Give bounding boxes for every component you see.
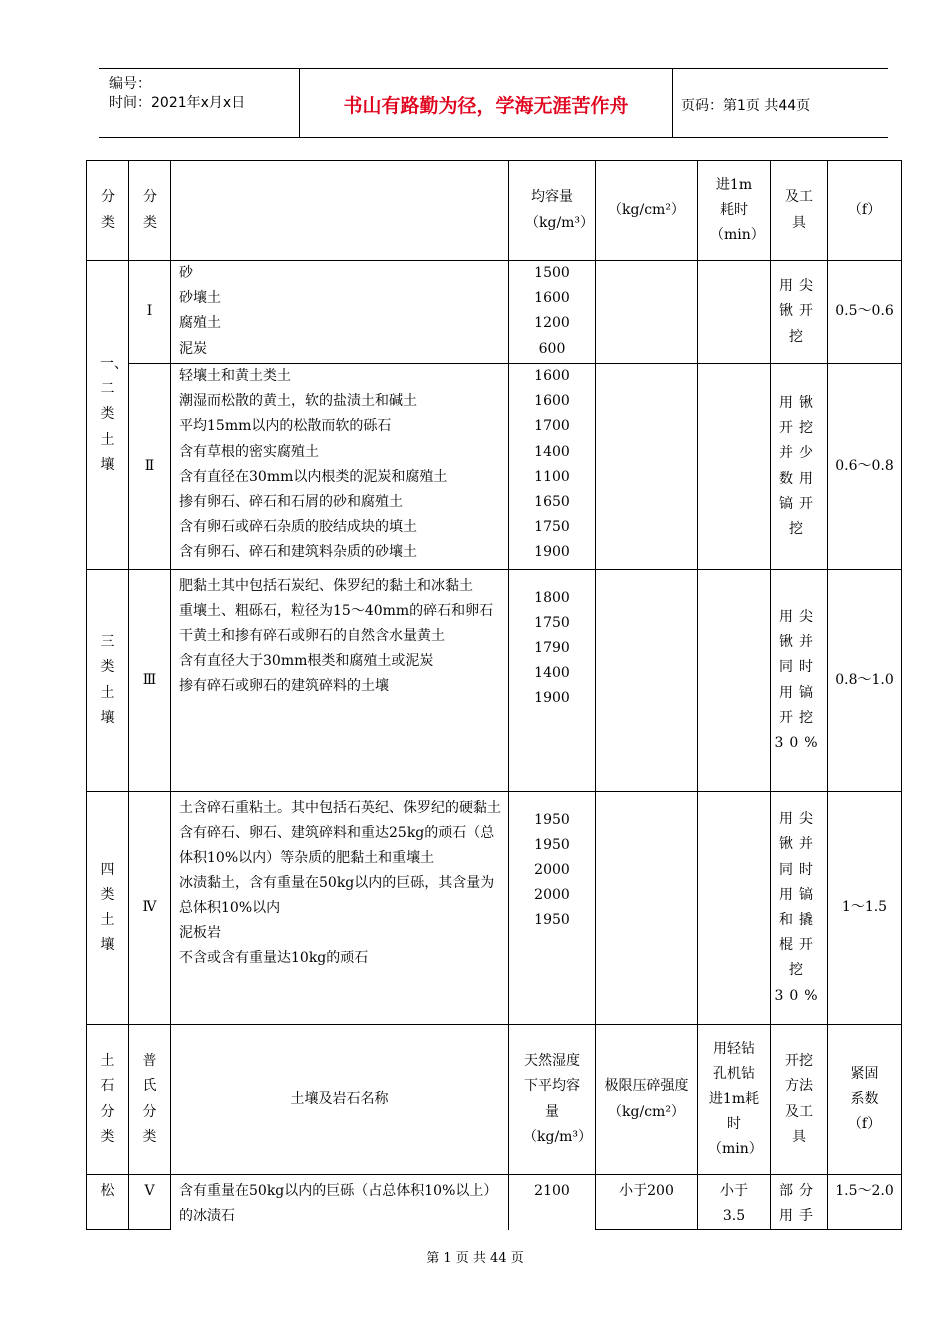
page-info: 页码：第1页 共44页 xyxy=(681,98,811,114)
table-row xyxy=(87,570,902,792)
soil-density: 1200 xyxy=(534,315,570,332)
soil-name: 砂壤土 xyxy=(179,290,221,307)
soil-density: 1700 xyxy=(534,418,570,435)
protodyakonov-class: Ⅲ xyxy=(129,570,171,792)
excavation-method: 用尖锹开挖 xyxy=(771,261,828,364)
last-row-code: Ⅴ xyxy=(144,1183,155,1199)
excavation-method: 用尖锹并同时用镐开挖30% xyxy=(771,570,828,792)
last-time xyxy=(698,1175,771,1230)
header-row xyxy=(87,161,902,261)
soil-density: 1900 xyxy=(534,690,570,706)
last-name xyxy=(171,1175,509,1230)
soil-name: 冰渍黏土，含有重量在50kg以内的巨砾，其含量为总体积10%以内 xyxy=(179,875,495,916)
last-code xyxy=(129,1175,171,1230)
soil-density: 2000 xyxy=(534,862,570,878)
strength-cell xyxy=(596,364,698,570)
soil-density: 1400 xyxy=(534,443,570,460)
last-strength xyxy=(596,1175,698,1230)
soil-name: 含有直径大于30mm根类和腐殖土或泥炭 xyxy=(179,653,434,669)
table-row xyxy=(87,792,902,1025)
last-row-cat1: 松 xyxy=(100,1183,115,1199)
soil-density: 1950 xyxy=(534,837,570,853)
last-row-strength: 小于200 xyxy=(619,1183,674,1199)
soil-classification-table xyxy=(86,160,902,1230)
drill-time-cell xyxy=(698,792,771,1025)
soil-category: 一、二类土壤 xyxy=(87,261,129,570)
header-density: 均容量（kg/m³） xyxy=(509,161,596,261)
header-time: 进1m耗时（min） xyxy=(698,161,771,261)
page-footer: 第 1 页 共 44 页 xyxy=(426,1251,524,1266)
last-row-name: 含有重量在50kg以内的巨砾（占总体积10%以上）的冰渍石 xyxy=(179,1183,498,1224)
header2-density: 天然湿度下平均容量（kg/m³） xyxy=(509,1025,596,1175)
header2-method: 开挖方法及工具 xyxy=(771,1025,828,1175)
last-row-coef: 1.5～2.0 xyxy=(835,1183,894,1199)
soil-density: 1600 xyxy=(534,368,570,384)
header-method: 及工具 xyxy=(771,161,828,261)
table-body xyxy=(87,161,902,1230)
soil-name: 含有直径在30mm以内根类的泥炭和腐殖土 xyxy=(179,468,448,485)
header-cat1: 分类 xyxy=(87,161,129,261)
header2-name: 土壤及岩石名称 xyxy=(171,1025,509,1175)
number-label: 编号： xyxy=(109,76,151,92)
soil-density: 1100 xyxy=(534,468,570,485)
excavation-method: 用尖锹并同时用镐和撬棍开挖30% xyxy=(771,792,828,1025)
soil-density: 1400 xyxy=(534,665,570,681)
soil-density: 1600 xyxy=(534,290,570,307)
time-label: 时间：2021年x月x日 xyxy=(109,95,246,111)
drill-time-cell xyxy=(698,364,771,570)
soil-density: 1800 xyxy=(534,590,570,606)
header-strength: （kg/cm²） xyxy=(596,161,698,261)
header2-cat1: 土石分类 xyxy=(87,1025,129,1175)
soil-names-cell xyxy=(171,364,509,570)
soil-name: 砂 xyxy=(179,265,193,281)
header2-strength: 极限压碎强度（kg/cm²） xyxy=(596,1025,698,1175)
protodyakonov-class: Ⅰ xyxy=(129,261,171,364)
soil-density: 1600 xyxy=(534,393,570,410)
soil-names-cell xyxy=(171,792,509,1025)
soil-density: 1750 xyxy=(534,519,570,536)
soil-name: 含有碎石、卵石、建筑碎料和重达25kg的顽石（总体积10%以内）等杂质的肥黏土和重壤土 xyxy=(179,825,495,866)
last-row-method: 部分用手 xyxy=(779,1183,819,1225)
page-header xyxy=(99,68,888,138)
soil-density: 1500 xyxy=(534,265,570,281)
strength-cell xyxy=(596,570,698,792)
header-name xyxy=(171,161,509,261)
drill-time-cell xyxy=(698,261,771,364)
header-coef: （f） xyxy=(828,161,902,261)
soil-name: 泥炭 xyxy=(179,340,207,357)
soil-density: 1900 xyxy=(534,544,570,561)
last-row-time: 小于3.5 xyxy=(720,1183,748,1225)
header2-cat2: 普氏分类 xyxy=(129,1025,171,1175)
soil-name: 含有卵石或碎石杂质的胶结成块的填土 xyxy=(179,519,417,536)
strength-cell xyxy=(596,261,698,364)
soil-name: 重壤土、粗砾石，粒径为15～40mm的碎石和卵石 xyxy=(179,603,494,619)
firmness-coefficient: 0.8～1.0 xyxy=(828,570,902,792)
strength-cell xyxy=(596,792,698,1025)
soil-names-cell xyxy=(171,570,509,792)
firmness-coefficient: 1～1.5 xyxy=(828,792,902,1025)
soil-density: 600 xyxy=(538,340,566,357)
soil-name: 腐殖土 xyxy=(179,315,221,332)
soil-name: 干黄土和掺有碎石或卵石的自然含水量黄土 xyxy=(179,628,445,644)
last-density xyxy=(509,1175,596,1230)
soil-name: 泥板岩 xyxy=(179,925,221,941)
soil-category: 四类土壤 xyxy=(87,792,129,1025)
soil-density: 1650 xyxy=(534,493,570,510)
table-row xyxy=(87,364,902,570)
soil-category: 三类土壤 xyxy=(87,570,129,792)
soil-density: 2000 xyxy=(534,887,570,903)
soil-name: 土含碎石重粘土。其中包括石英纪、侏罗纪的硬黏土 xyxy=(179,800,501,816)
soil-name: 掺有卵石、碎石和石屑的砂和腐殖土 xyxy=(179,493,403,510)
last-method xyxy=(771,1175,828,1230)
soil-name: 含有卵石、碎石和建筑料杂质的砂壤土 xyxy=(179,544,417,561)
soil-density-cell xyxy=(509,261,596,364)
soil-name: 肥黏土其中包括石炭纪、侏罗纪的黏土和冰黏土 xyxy=(179,578,473,594)
soil-density: 1950 xyxy=(534,812,570,828)
soil-name: 不含或含有重量达10kg的顽石 xyxy=(179,950,369,966)
drill-time-cell xyxy=(698,570,771,792)
soil-density: 1790 xyxy=(534,640,570,656)
last-coef xyxy=(828,1175,902,1230)
header-cat2: 分类 xyxy=(129,161,171,261)
soil-density-cell xyxy=(509,364,596,570)
soil-density: 1950 xyxy=(534,912,570,928)
last-row-density: 2100 xyxy=(534,1183,570,1199)
firmness-coefficient: 0.5～0.6 xyxy=(828,261,902,364)
soil-density-cell xyxy=(509,570,596,792)
excavation-method: 用锹开挖并少数用镐开挖 xyxy=(771,364,828,570)
soil-name: 潮湿而松散的黄土，软的盐渍土和碱土 xyxy=(179,393,417,410)
last-cat1 xyxy=(87,1175,129,1230)
protodyakonov-class: Ⅱ xyxy=(129,364,171,570)
header2-coef: 紧固系数（f） xyxy=(828,1025,902,1175)
header2-time: 用轻钻孔机钻进1m耗时（min） xyxy=(698,1025,771,1175)
motto: 书山有路勤为径，学海无涯苦作舟 xyxy=(343,95,629,117)
soil-name: 平均15mm以内的松散而软的砾石 xyxy=(179,418,392,435)
soil-density: 1750 xyxy=(534,615,570,631)
protodyakonov-class: Ⅳ xyxy=(129,792,171,1025)
header-page-cell xyxy=(673,69,888,137)
header-motto-cell xyxy=(300,69,673,137)
header-meta xyxy=(99,69,300,137)
firmness-coefficient: 0.6～0.8 xyxy=(828,364,902,570)
soil-names-cell xyxy=(171,261,509,364)
table-row xyxy=(87,1175,902,1230)
table-row xyxy=(87,261,902,364)
soil-name: 轻壤土和黄土类土 xyxy=(179,368,291,384)
soil-name: 含有草根的密实腐殖土 xyxy=(179,443,319,460)
soil-name: 掺有碎石或卵石的建筑碎料的土壤 xyxy=(179,678,389,694)
header-row-2 xyxy=(87,1025,902,1175)
soil-density-cell xyxy=(509,792,596,1025)
